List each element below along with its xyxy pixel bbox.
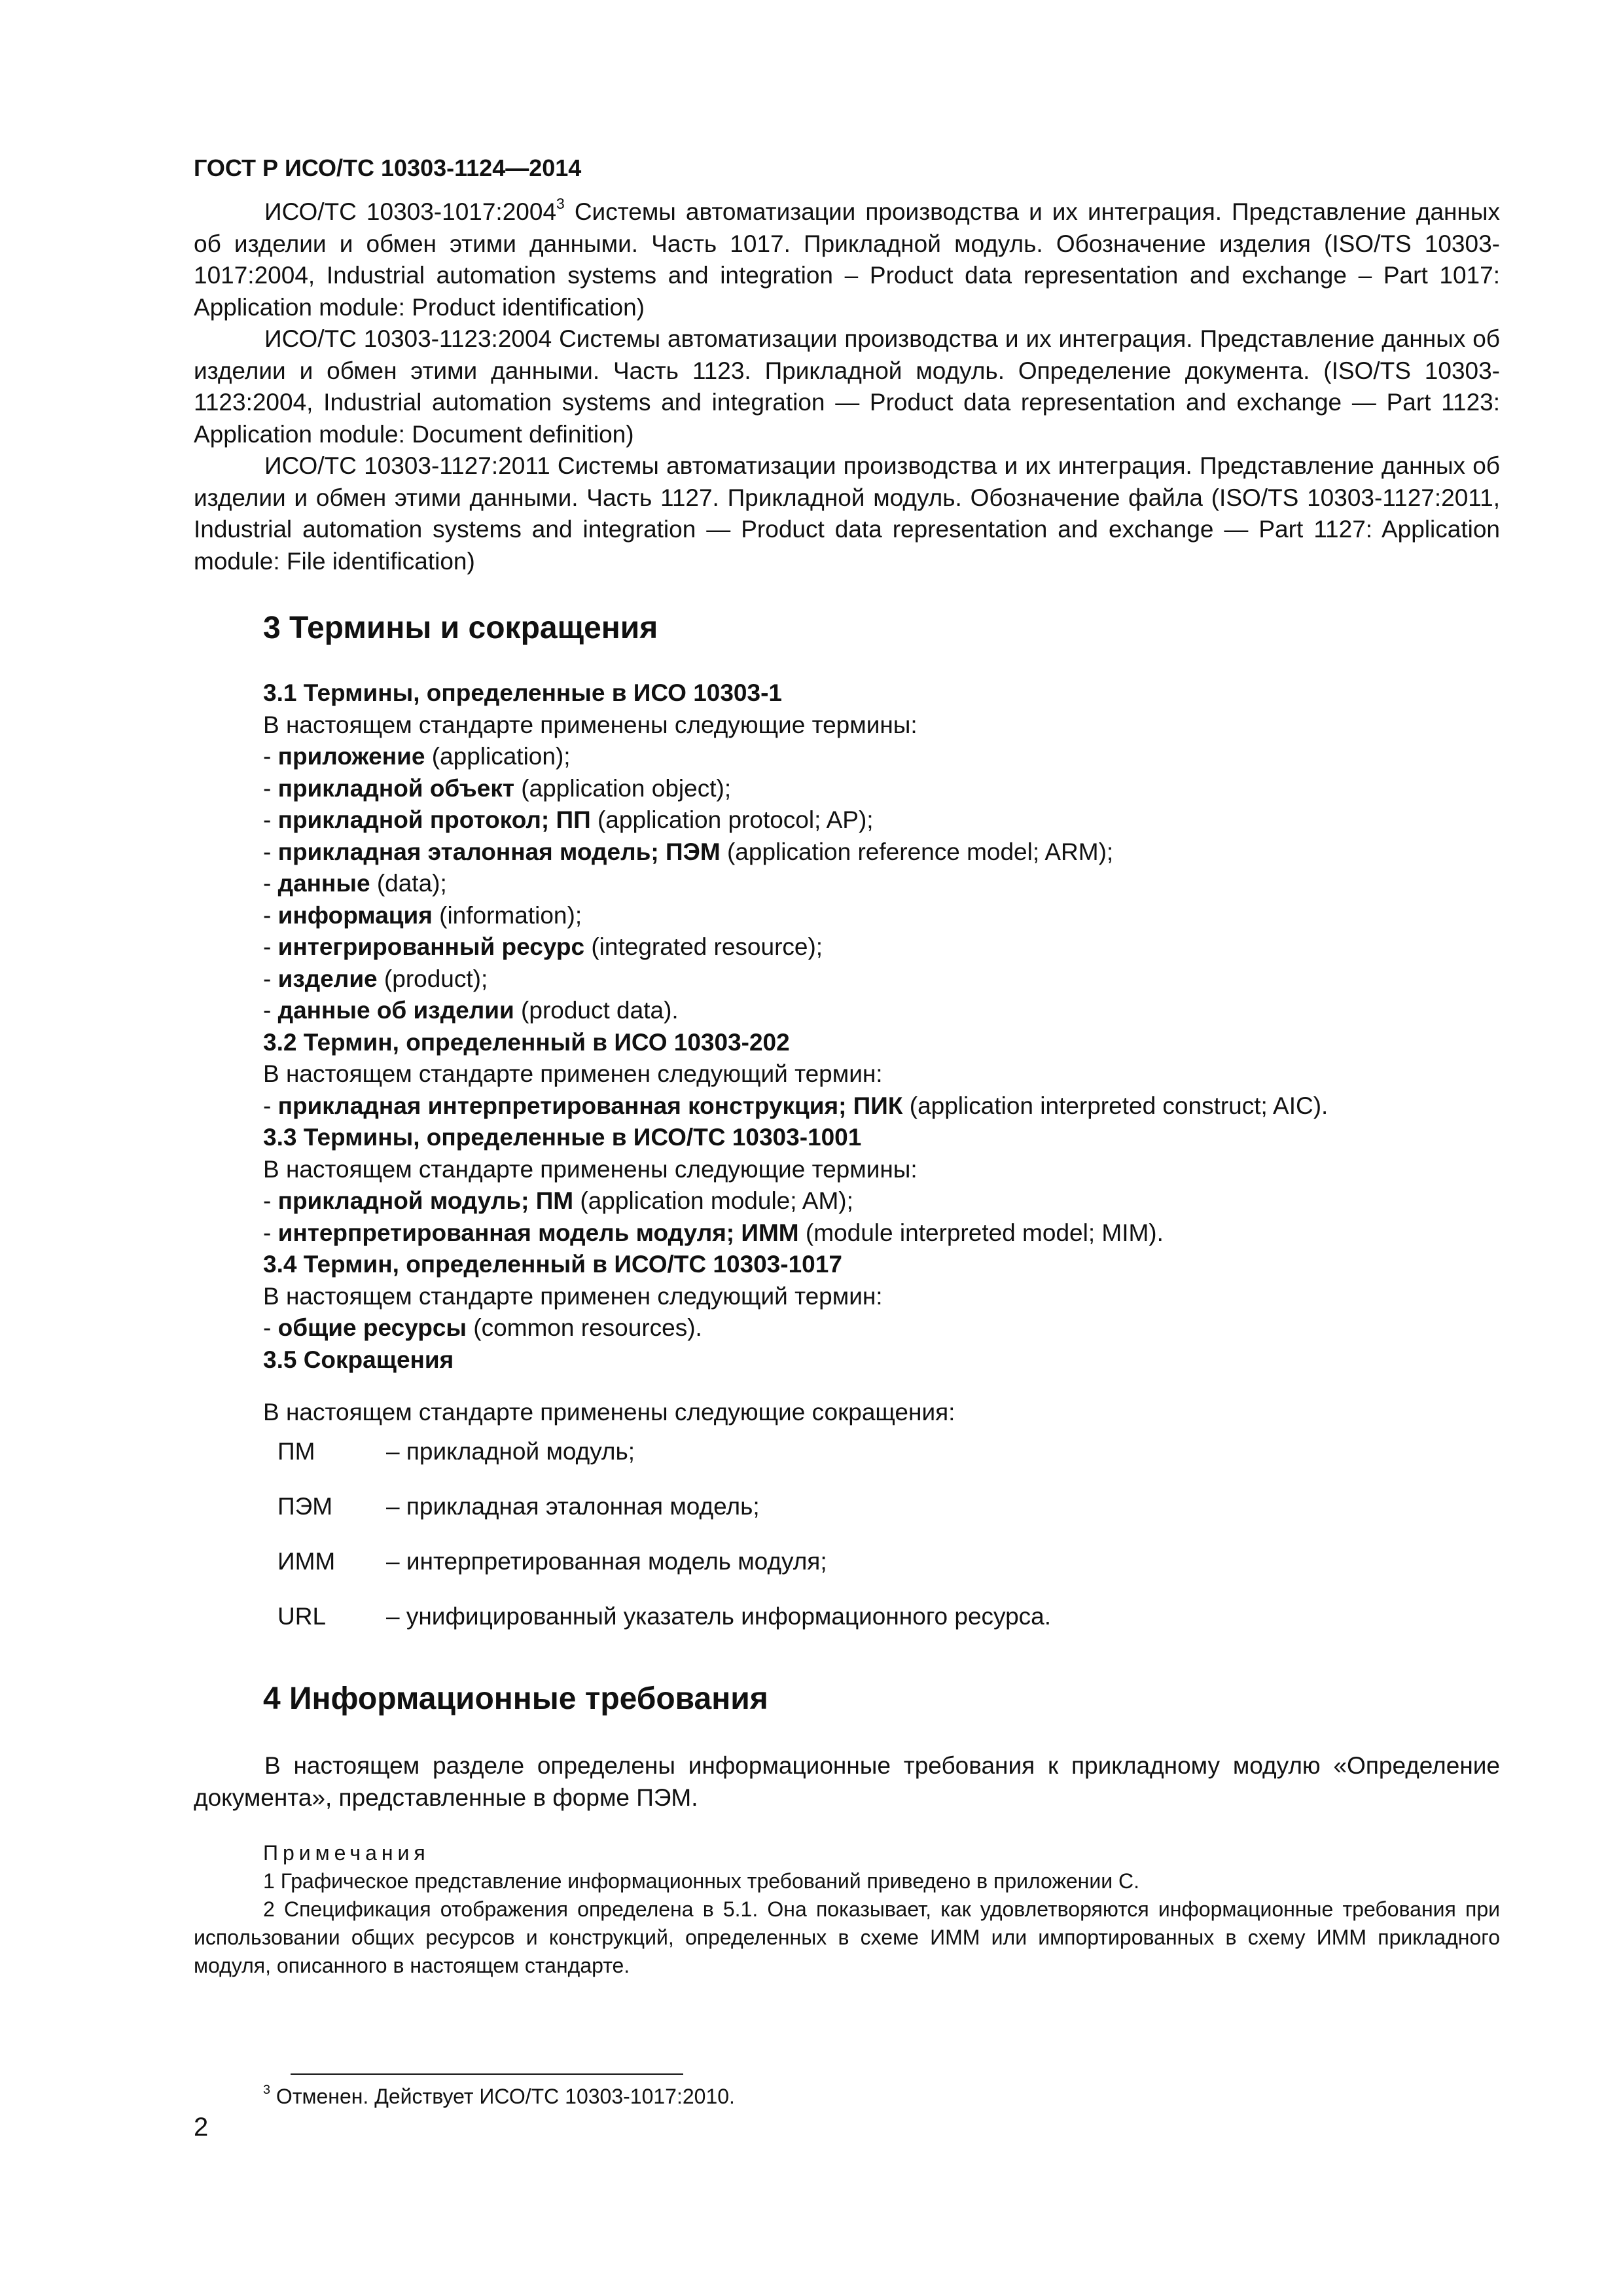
term-item: - прикладная эталонная модель; ПЭМ (application reference model; ARM); xyxy=(263,838,1114,865)
term-item: - прикладной объект (application object); xyxy=(263,774,732,802)
abbreviation-row: ИММ – интерпретированная модель модуля; xyxy=(277,1548,827,1575)
term-item: - данные об изделии (product data). xyxy=(263,997,679,1024)
reference-paragraph-1: ИСО/ТС 10303-1017:2004$^3$ Системы автоматизации производства и их интеграция. Представление данных об изделии и обмен этими данными. Часть 1017. Прикладной модуль. Обозначение изделия (ISO/TS 10303-1017:2004, Industrial automation systems and integration – Product data representation and exchange – Part 1017: Application module: Product identification) xyxy=(194,194,1500,321)
document-header: ГОСТ Р ИСО/ТС 10303-1124—2014 xyxy=(194,154,582,181)
page-number: 2 xyxy=(194,2113,209,2142)
term-item: - общие ресурсы (common resources). xyxy=(263,1314,702,1341)
abbreviation-row: ПМ – прикладной модуль; xyxy=(277,1438,635,1465)
footnote: $^3$ Отменен. Действует ИСО/ТС 10303-1017:2010. xyxy=(263,2083,735,2108)
subsection-3-4-title: 3.4 Термин, определенный в ИСО/ТС 10303-1017 xyxy=(263,1251,842,1278)
subsection-3-2-title: 3.2 Термин, определенный в ИСО 10303-202 xyxy=(263,1028,790,1056)
subsection-3-3-intro: В настоящем стандарте применены следующие термины: xyxy=(263,1155,918,1183)
subsection-3-1-intro: В настоящем стандарте применены следующие термины: xyxy=(263,711,918,738)
section-4-paragraph: В настоящем разделе определены информационные требования к прикладному модулю «Определение документа», представленные в форме ПЭМ. xyxy=(194,1752,1500,1811)
reference-paragraph-2: ИСО/ТС 10303-1123:2004 Системы автоматизации производства и их интеграция. Представление данных об изделии и обмен этими данными. Часть 1123. Прикладной модуль. Определение документа. (ISO/TS 10303-1123:2004, Industrial automation systems and integration — Product data representation and exchange — Part 1123: Application module: Document definition) xyxy=(194,325,1500,448)
subsection-3-3-title: 3.3 Термины, определенные в ИСО/ТС 10303-1001 xyxy=(263,1124,862,1151)
subsection-3-5-intro: В настоящем стандарте применены следующие сокращения: xyxy=(263,1399,955,1426)
term-item: - прикладная интерпретированная конструкция; ПИК (application interpreted construct; AIC). xyxy=(263,1092,1329,1119)
term-item: - интерпретированная модель модуля; ИММ (module interpreted model; MIM). xyxy=(263,1219,1164,1246)
section-3-body xyxy=(263,677,1500,1376)
term-item: - данные (data); xyxy=(263,870,447,897)
term-item: - прикладной модуль; ПМ (application module; AM); xyxy=(263,1187,853,1214)
term-item: - изделие (product); xyxy=(263,965,488,992)
section-4-title: 4 Информационные требования xyxy=(263,1681,768,1716)
term-item: - прикладной протокол; ПП (application protocol; AP); xyxy=(263,806,874,833)
term-item: - приложение (application); xyxy=(263,743,571,770)
footnote-mark: 3 xyxy=(556,194,565,212)
abbreviation-row: ПЭМ – прикладная эталонная модель; xyxy=(277,1493,760,1520)
subsection-3-4-intro: В настоящем стандарте применен следующий термин: xyxy=(263,1282,883,1310)
term-item: - информация (information); xyxy=(263,901,582,929)
term-item: - интегрированный ресурс (integrated resource); xyxy=(263,933,823,960)
notes-block xyxy=(194,1839,1500,1980)
subsection-3-2-intro: В настоящем стандарте применен следующий термин: xyxy=(263,1060,883,1087)
subsection-3-5-title: 3.5 Сокращения xyxy=(263,1346,454,1373)
footnote-separator xyxy=(291,2073,683,2075)
section-3-title: 3 Термины и сокращения xyxy=(263,611,658,645)
note-2: 2 Спецификация отображения определена в 5.1. Она показывает, как удовлетворяются информационные требования при использовании общих ресурсов и конструкций, определенных в схеме ИММ или импортированных в схему ИММ прикладного модуля, описанного в настоящем стандарте. xyxy=(194,1897,1500,1977)
subsection-3-1-title: 3.1 Термины, определенные в ИСО 10303-1 xyxy=(263,679,782,706)
abbreviation-row: URL – унифицированный указатель информационного ресурса. xyxy=(277,1603,1052,1630)
reference-paragraph-3: ИСО/ТС 10303-1127:2011 Системы автоматизации производства и их интеграция. Представление данных об изделии и обмен этими данными. Часть 1127. Прикладной модуль. Обозначение файла (ISO/TS 10303-1127:2011, Industrial automation systems and integration — Product data representation and exchange — Part 1127: Application module: File identification) xyxy=(194,452,1501,575)
note-1: 1 Графическое представление информационных требований приведено в приложении С. xyxy=(263,1869,1139,1893)
notes-heading: Примечания xyxy=(263,1841,430,1865)
